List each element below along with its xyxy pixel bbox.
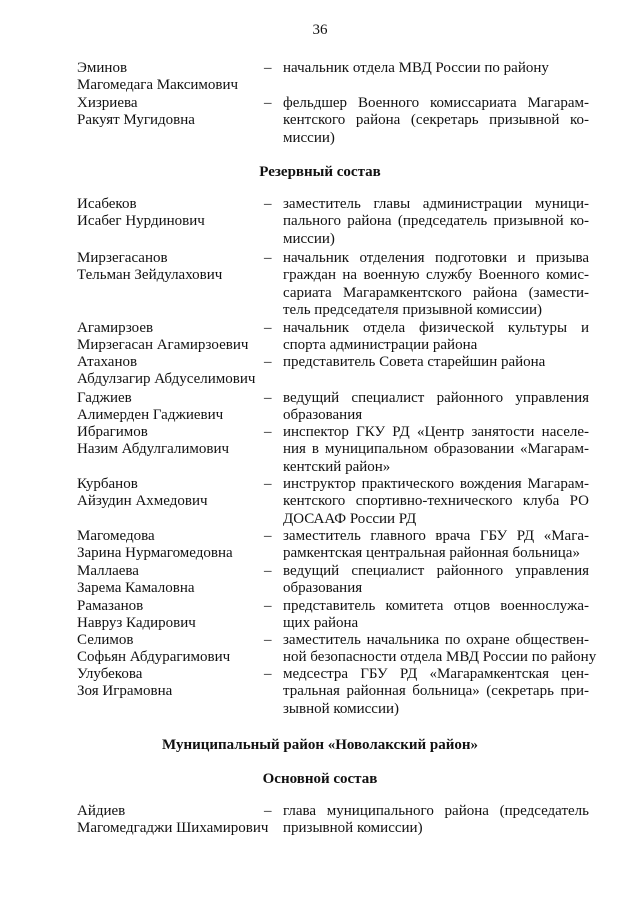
dash-separator: – — [264, 60, 272, 76]
member-given-names: Исабег Нурдинович — [77, 213, 205, 230]
dash-separator: – — [264, 390, 272, 406]
member-given-names: Абдулзагир Абдуселимович — [77, 371, 256, 388]
member-role-line: глава муниципального района (председатель — [283, 803, 589, 819]
member-given-names: Назим Абдулгалимович — [77, 441, 230, 458]
member-role-line: кентского спортивно-технического клуба РО — [283, 493, 589, 510]
member-surname: Эминов — [77, 60, 128, 76]
member-role-line: образования — [283, 580, 363, 597]
member-role — [283, 803, 589, 838]
heading-main-composition: Основной состав — [262, 771, 378, 787]
dash-separator: – — [264, 250, 272, 266]
dash-separator: – — [264, 354, 272, 370]
member-role-line: ДОСААФ России РД — [283, 510, 417, 527]
member-role-line: начальник отделения подготовки и призыва — [283, 250, 589, 266]
member-surname: Селимов — [77, 632, 134, 648]
member-given-names: Мирзегасан Агамирзоевич — [77, 337, 249, 354]
member-role-line: инструктор практического вождения Магарам- — [283, 476, 589, 492]
member-role — [283, 424, 589, 476]
member-given-names: Софьян Абдурагимович — [77, 649, 231, 666]
member-role — [283, 528, 589, 563]
member-given-names: Айзудин Ахмедович — [77, 493, 208, 510]
page-number: 36 — [312, 22, 328, 38]
member-role-line: граждан на военную службу Военного комис- — [283, 267, 589, 284]
member-role-line: представитель комитета отцов военнослужа- — [283, 598, 589, 614]
member-role-line: заместитель начальника по охране обществен- — [283, 632, 589, 648]
member-role-line: рамкентская центральная районная больница» — [283, 545, 580, 562]
member-surname: Атаханов — [77, 354, 138, 370]
member-role — [283, 60, 589, 77]
member-role-line: кентского района (секретарь призывной ко- — [283, 112, 589, 129]
heading-district-novolaksky: Муниципальный район «Новолакский район» — [161, 737, 479, 753]
member-surname: Мирзегасанов — [77, 250, 168, 266]
dash-separator: – — [264, 632, 272, 648]
member-role-line: фельдшер Военного комиссариата Магарам- — [283, 95, 589, 111]
member-name — [77, 528, 267, 563]
member-name — [77, 320, 267, 355]
member-given-names: Зарема Камаловна — [77, 580, 195, 597]
member-role-line: представитель Совета старейшин района — [283, 354, 546, 370]
member-role — [283, 320, 589, 355]
member-role-line: начальник отдела МВД России по району — [283, 60, 549, 76]
member-name — [77, 476, 267, 511]
member-role-line: ной безопасности отдела МВД России по району — [283, 649, 597, 666]
member-role — [283, 598, 589, 633]
member-role-line: щих района — [283, 615, 359, 632]
member-name — [77, 424, 267, 459]
member-role-line: заместитель главного врача ГБУ РД «Мага- — [283, 528, 589, 544]
member-role-line: пального района (председатель призывной ко- — [283, 213, 589, 230]
member-given-names: Алимерден Гаджиевич — [77, 407, 224, 424]
member-given-names: Навруз Кадирович — [77, 615, 196, 632]
member-role-line: кентский район» — [283, 458, 391, 475]
member-role-line: призывной комиссии) — [283, 820, 423, 837]
member-name — [77, 196, 267, 231]
member-surname: Гаджиев — [77, 390, 132, 406]
member-surname: Ибрагимов — [77, 424, 148, 440]
member-surname: Улубекова — [77, 666, 143, 682]
member-given-names: Магомедага Максимович — [77, 77, 239, 94]
member-name — [77, 390, 267, 425]
member-role-line: ния в муниципальном образовании «Магарам- — [283, 441, 589, 458]
member-surname: Хизриева — [77, 95, 138, 111]
dash-separator: – — [264, 528, 272, 544]
member-role-line: начальник отдела физической культуры и — [283, 320, 589, 336]
member-role-line: миссии) — [283, 129, 335, 146]
member-name — [77, 666, 267, 701]
member-name — [77, 60, 267, 95]
member-role-line: медсестра ГБУ РД «Магарамкентская цен- — [283, 666, 589, 682]
member-surname: Магомедова — [77, 528, 155, 544]
member-role — [283, 390, 589, 425]
member-role-line: инспектор ГКУ РД «Центр занятости населе- — [283, 424, 589, 440]
member-surname: Исабеков — [77, 196, 137, 212]
member-name — [77, 632, 267, 667]
member-role — [283, 666, 589, 718]
dash-separator: – — [264, 196, 272, 212]
member-role-line: тель председателя призывной комиссии) — [283, 302, 543, 319]
member-name — [77, 598, 267, 633]
member-given-names: Зарина Нурмагомедовна — [77, 545, 233, 562]
member-role — [283, 563, 589, 598]
member-role — [283, 354, 589, 371]
member-given-names: Тельман Зейдулахович — [77, 267, 223, 284]
member-surname: Айдиев — [77, 803, 126, 819]
member-given-names: Магомедгаджи Шихамирович — [77, 820, 269, 837]
member-role-line: сариата Магарамкентского района (замести- — [283, 284, 589, 301]
heading-reserve-composition: Резервный состав — [259, 164, 381, 180]
member-role — [283, 250, 589, 320]
member-role-line: спорта администрации района — [283, 337, 478, 354]
member-given-names: Ракуят Мугидовна — [77, 112, 195, 129]
member-role — [283, 476, 589, 528]
member-role — [283, 196, 589, 248]
dash-separator: – — [264, 476, 272, 492]
member-role-line: миссии) — [283, 230, 335, 247]
member-role-line: тральная районная больница» (секретарь при- — [283, 683, 589, 700]
member-name — [77, 250, 267, 285]
member-role — [283, 632, 597, 667]
member-role-line: ведущий специалист районного управления — [283, 563, 589, 579]
member-surname: Рамазанов — [77, 598, 144, 614]
member-surname: Агамирзоев — [77, 320, 154, 336]
member-name — [77, 354, 267, 389]
member-surname: Маллаева — [77, 563, 139, 579]
member-role-line: заместитель главы администрации муници- — [283, 196, 589, 212]
dash-separator: – — [264, 95, 272, 111]
member-surname: Курбанов — [77, 476, 138, 492]
member-name — [77, 803, 267, 838]
member-name — [77, 95, 267, 130]
member-role — [283, 95, 589, 147]
member-name — [77, 563, 267, 598]
dash-separator: – — [264, 563, 272, 579]
member-role-line: образования — [283, 407, 363, 424]
member-role-line: зывной комиссии) — [283, 700, 400, 717]
dash-separator: – — [264, 666, 272, 682]
member-given-names: Зоя Играмовна — [77, 683, 173, 700]
dash-separator: – — [264, 598, 272, 614]
member-role-line: ведущий специалист районного управления — [283, 390, 589, 406]
dash-separator: – — [264, 424, 272, 440]
dash-separator: – — [264, 803, 272, 819]
dash-separator: – — [264, 320, 272, 336]
